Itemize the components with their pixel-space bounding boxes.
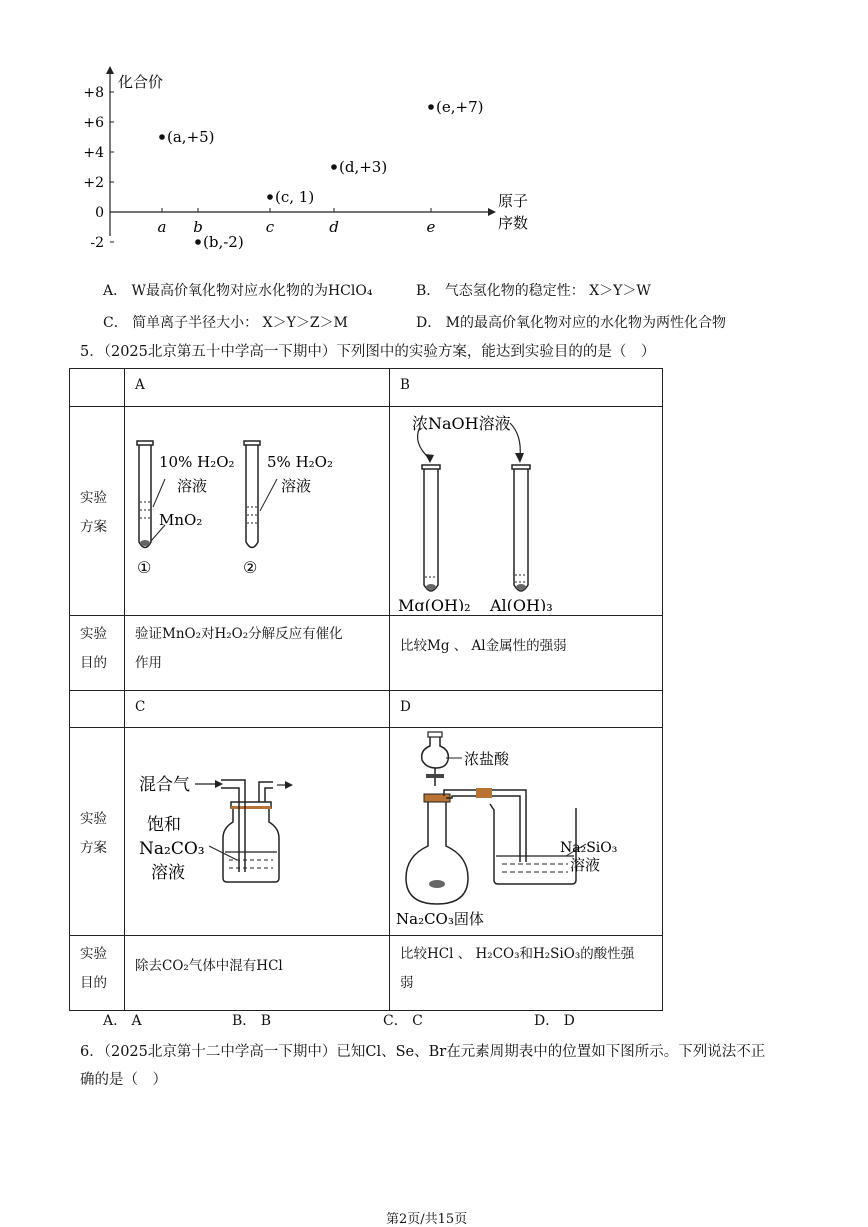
x-tick-label: c <box>265 218 275 236</box>
a-label-solution-2: 溶液 <box>281 477 312 495</box>
c-rubber-stopper-icon <box>231 806 271 809</box>
c-label-saturated: 饱和 <box>147 815 181 835</box>
b-label-al: Al(OH)₃ <box>490 596 553 611</box>
a-label-h2o2-5: 5% H₂O₂ <box>267 453 333 471</box>
c-label-solution: 溶液 <box>151 863 185 883</box>
data-point-label: (e,+7) <box>436 98 484 116</box>
chart-axes <box>106 66 496 236</box>
table-corner-2 <box>70 691 125 728</box>
plan-a-figure <box>125 407 390 616</box>
a-label-solution-1: 溶液 <box>177 477 208 495</box>
goal-b: 比较Mg 、 Al金属性的强弱 <box>390 616 663 691</box>
q5-option-a: A． A <box>103 1013 142 1029</box>
data-point-label: (d,+3) <box>339 158 388 176</box>
x-tick-label: e <box>426 218 436 236</box>
x-tick-label: d <box>329 218 339 236</box>
q4-option-a: A． W最高价氧化物对应水化物的为HClO₄ <box>103 283 373 299</box>
y-axis-arrow <box>106 66 114 74</box>
x-tick-label: b <box>193 218 203 236</box>
c-label-na2co3: Na₂CO₃ <box>139 839 205 859</box>
plan-d-figure <box>390 728 663 936</box>
d-label-na2co3-solid: Na₂CO₃固体 <box>396 910 484 928</box>
valence-chart <box>70 60 550 270</box>
d-label-hcl: 浓盐酸 <box>464 750 510 768</box>
q4-option-b: B． 气态氢化物的稳定性： X＞Y＞W <box>416 283 651 299</box>
d-solid-icon <box>429 880 445 888</box>
data-point <box>428 104 434 110</box>
c-label-gas: 混合气 <box>139 775 190 795</box>
b-label-mg: Mg(OH)₂ <box>398 596 471 611</box>
q5-stem: 5．（2025北京第五十中学高一下期中）下列图中的实验方案，能达到实验目的的是（ ） <box>80 344 656 360</box>
d-label-na2sio3: Na₂SiO₃ <box>560 840 618 856</box>
row-label-goal-2: 实验 目的 <box>70 936 125 1011</box>
data-point <box>159 134 165 140</box>
col-header-b: B <box>390 369 663 407</box>
row-label-plan-2: 实验 方案 <box>70 728 125 936</box>
a-label-mno2: MnO₂ <box>159 511 203 529</box>
plan-c-figure <box>125 728 390 936</box>
b-label-naoh: 浓NaOH溶液 <box>412 414 511 433</box>
mg-oh-solid-icon <box>426 584 436 590</box>
row-label-goal-1: 实验 目的 <box>70 616 125 691</box>
x-tick-label: a <box>157 218 167 236</box>
experiment-table <box>69 368 663 1011</box>
y-tick-label: 0 <box>95 205 104 221</box>
q6-stem-line1: 6．（2025北京第十二中学高一下期中）已知Cl、Se、Br在元素周期表中的位置如下图所示。下列说法不正 <box>80 1044 766 1060</box>
q4-option-d: D． M的最高价氧化物对应的水化物为两性化合物 <box>416 315 727 331</box>
data-point-label: (a,+5) <box>167 128 215 146</box>
y-tick-label: +8 <box>83 85 104 101</box>
x-axis-arrow <box>488 208 496 216</box>
d-stopcock-icon <box>426 774 444 778</box>
a-tube-2-label: ② <box>243 558 258 577</box>
row-label-plan: 实验 方案 <box>70 407 125 616</box>
a-tube-1-label: ① <box>137 558 152 577</box>
q5-option-b: B． B <box>232 1013 272 1029</box>
d-rubber-tube-icon <box>476 788 492 798</box>
d-funnel-icon <box>422 736 449 768</box>
goal-c: 除去CO₂气体中混有HCl <box>125 936 390 1011</box>
y-tick-label: +2 <box>83 175 104 191</box>
x-axis-label-line2: 序数 <box>498 214 529 232</box>
col-header-c: C <box>125 691 390 728</box>
y-tick-label: -2 <box>90 235 104 251</box>
d-label-solution: 溶液 <box>570 856 601 874</box>
data-point <box>267 194 273 200</box>
plan-b-figure <box>390 407 663 616</box>
data-point <box>331 164 337 170</box>
data-point-label: (c, 1) <box>275 188 315 206</box>
goal-a: 验证MnO₂对H₂O₂分解反应有催化 作用 <box>125 616 390 691</box>
table-corner <box>70 369 125 407</box>
y-axis-label: 化合价 <box>118 73 164 91</box>
mno2-powder-icon <box>140 540 150 546</box>
col-header-a: A <box>125 369 390 407</box>
y-tick-label: +6 <box>83 115 104 131</box>
goal-d: 比较HCl 、 H₂CO₃和H₂SiO₃的酸性强 弱 <box>390 936 663 1011</box>
col-header-d: D <box>390 691 663 728</box>
q6-stem-line2: 确的是（ ） <box>80 1072 167 1088</box>
q4-option-c: C． 简单离子半径大小： X＞Y＞Z＞M <box>103 315 348 331</box>
q5-option-c: C． C <box>383 1013 423 1029</box>
page-footer: 第2页/共15页 <box>386 1212 468 1227</box>
data-point-label: (b,-2) <box>203 233 244 251</box>
q5-option-d: D． D <box>534 1013 575 1029</box>
al-oh-solid-icon <box>516 584 526 590</box>
data-point <box>195 239 201 245</box>
y-tick-label: +4 <box>83 145 104 161</box>
a-label-h2o2-10: 10% H₂O₂ <box>159 453 235 471</box>
x-axis-label-line1: 原子 <box>498 192 529 210</box>
